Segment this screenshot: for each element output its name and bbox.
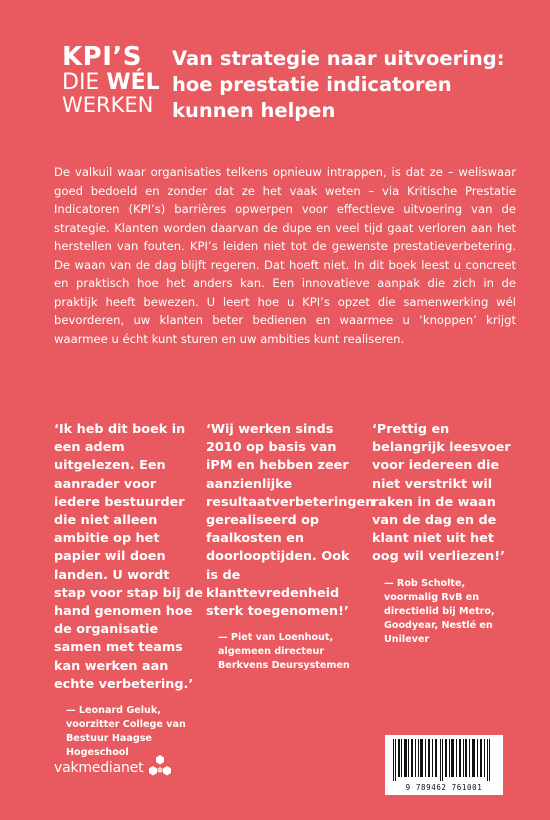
quote-attribution: — Leonard Geluk, voorzitter College van Bestuur Haagse Hogeschool	[66, 705, 186, 759]
quote-block	[206, 421, 375, 673]
intro-paragraph: De valkuil waar organisaties telkens opnieuw intrappen, is dat ze – weliswaar goed bedoeld en zonder dat ze het vaak weten – via Kritische Prestatie Indicatoren (KPI’s) barrières opwerpen voor effectieve uitvoering van de strategie. Klanten worden daarvan de dupe en veel tijd gaat verloren aan het herstellen van fouten. KPI’s leiden niet tot de gewenste prestatieverbetering. De waan van de dag blijft regeren. Dat hoeft niet. In dit boek leest u concreet en praktisch hoe het anders kan. Een innovatieve aanpak die zich in de praktijk heeft bewezen. U leert hoe u KPI’s opzet die samenwerking wél bevorderen, uw klanten beter bedienen en waarmee u ‘knoppen’ krijgt waarmee u écht kunt sturen en uw ambities kunt realiseren.	[54, 165, 516, 346]
logo-line-1: KPI’S	[62, 42, 142, 72]
isbn-barcode	[385, 735, 503, 795]
isbn-digits: 9 789462 761001	[405, 783, 483, 792]
series-logo	[62, 44, 162, 116]
barcode-bars	[393, 739, 495, 781]
logo-line-3: WERKEN	[62, 93, 154, 117]
quote-text: ‘Ik heb dit boek in een adem uitgelezen. Een aanrader voor iedere bestuurder die niet alleen ambitie op het papier wil doen landen. U wordt stap voor stap bij de hand genomen hoe de organisatie samen met teams kan werken aan echte verbetering.’	[54, 422, 203, 692]
publisher-name: vakmedianet	[54, 760, 144, 776]
headline-line-2: hoe prestatie indicatoren	[172, 73, 452, 96]
headline	[172, 46, 522, 124]
quote-text: ‘Wij werken sinds 2010 op basis van iPM en hebben zeer aanzienlijke resultaatverbeteringen gerealiseerd op faalkosten en doorlooptijden. Ook is de klanttevredenheid sterk toegenomen!’	[206, 422, 375, 620]
logo-line-2-prefix: DIE	[62, 70, 107, 95]
headline-line-1: Van strategie naar uitvoering:	[172, 47, 505, 70]
quote-block	[372, 421, 522, 647]
quote-attribution: — Rob Scholte, voormalig RvB en directielid bij Metro, Goodyear, Nestlé en Unilever	[384, 577, 495, 645]
publisher-logo	[54, 753, 173, 783]
quote-text: ‘Prettig en belangrijk leesvoer voor iedereen die niet verstrikt wil raken in de waan van de dag en de klant niet uit het oog wil verliezen!’	[372, 422, 511, 565]
quote-attribution: — Piet van Loenhout, algemeen directeur Berkvens Deursystemen	[218, 632, 350, 672]
hexagon-cluster-icon	[147, 753, 173, 783]
logo-line-2	[62, 72, 162, 94]
logo-line-2-emphasis: WÉL	[106, 70, 160, 95]
quote-block	[54, 421, 204, 760]
headline-line-3: kunnen helpen	[172, 99, 336, 122]
